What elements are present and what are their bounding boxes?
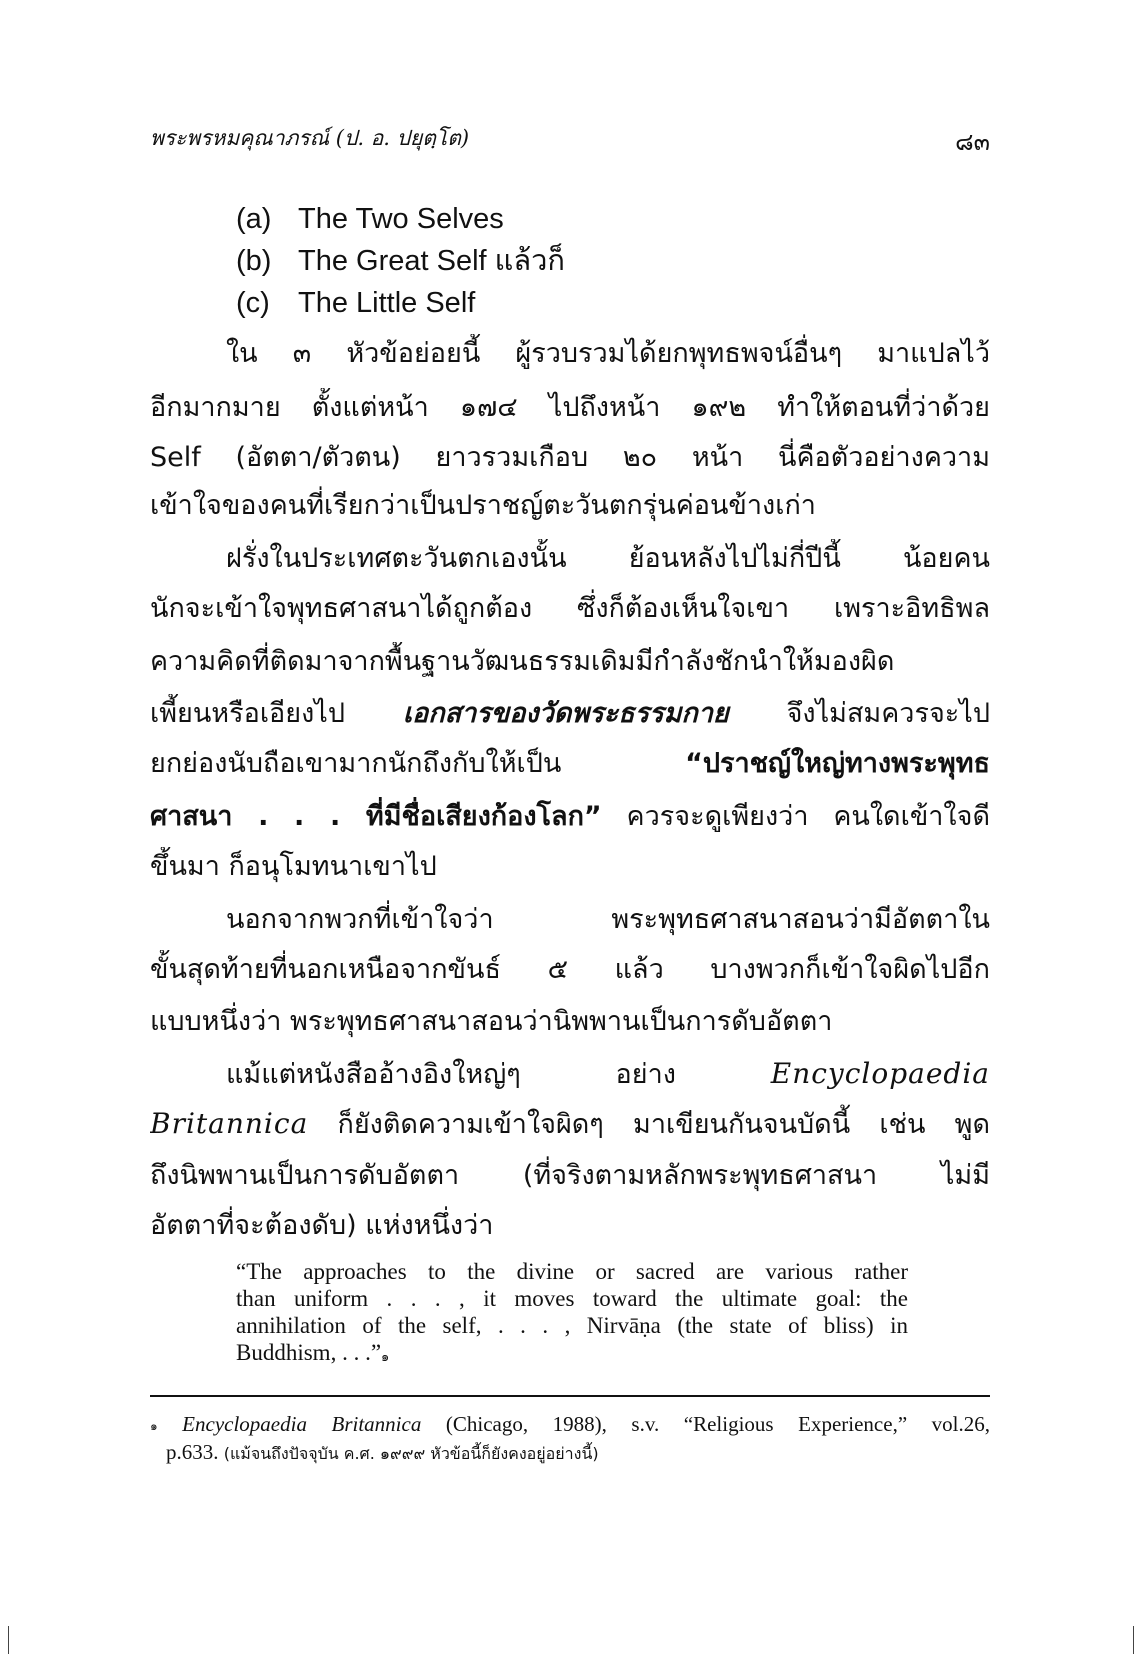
bold-quote: “ปราชญ์ใหญ่ทางพระพุทธ xyxy=(685,748,990,779)
paragraph-1-line: Self (อัตตา/ตัวตน) ยาวรวมเกือบ ๒๐ หน้า นี่คือตัวอย่างความ xyxy=(150,442,990,473)
paragraph-3-line: แบบหนึ่งว่า พระพุทธศาสนาสอนว่านิพพานเป็นการดับอัตตา xyxy=(150,1006,833,1037)
text-run: p.633. xyxy=(166,1440,224,1464)
paragraph-4-line: ถึงนิพพานเป็นการดับอัตตา (ที่จริงตามหลักพระพุทธศาสนา ไม่มี xyxy=(150,1160,990,1191)
page-number: ๘๓ xyxy=(955,128,990,156)
emphasis-doc-title: เอกสารของวัดพระธรรมกาย xyxy=(402,698,729,729)
paragraph-4-line xyxy=(150,1104,990,1144)
outline-text: The Great Self แล้วก็ xyxy=(298,245,565,277)
paragraph-2-line: ฝรั่งในประเทศตะวันตกเองนั้น ย้อนหลังไปไม่กี่ปีนี้ น้อยคน xyxy=(226,543,990,574)
paragraph-2-line: ความคิดที่ติดมาจากพื้นฐานวัฒนธรรมเดิมมีกำลังชักนำให้มองผิด xyxy=(150,646,895,677)
paragraph-3-line: นอกจากพวกที่เข้าใจว่า พระพุทธศาสนาสอนว่ามีอัตตาใน xyxy=(226,904,990,935)
paragraph-1-line: เข้าใจของคนที่เรียกว่าเป็นปราชญ์ตะวันตกรุ่นค่อนข้างเก่า xyxy=(150,490,816,521)
page-header xyxy=(150,122,990,158)
paragraph-2-line xyxy=(150,744,990,784)
crop-mark xyxy=(1133,1626,1134,1654)
text-run: ก็ยังติดความเข้าใจผิดๆ มาเขียนกันจนบัดนี้ เช่น พูด xyxy=(308,1109,990,1140)
text-run: จึงไม่สมควรจะไป xyxy=(728,698,990,729)
text-run: (Chicago, 1988), s.v. “Religious Experience,” vol.26, xyxy=(421,1412,991,1436)
block-quote xyxy=(236,1258,908,1366)
quote-line: than uniform . . . , it moves toward the ultimate goal: the xyxy=(236,1286,908,1311)
paragraph-2-line xyxy=(150,694,990,734)
paragraph-2-line xyxy=(150,797,990,837)
crop-mark xyxy=(8,1626,9,1654)
outline-item xyxy=(236,282,565,324)
text-run: (แม้จนถึงปัจจุบัน ค.ศ. ๑๙๙๙ หัวข้อนี้ก็ยังคงอยู่อย่างนี้) xyxy=(223,1444,599,1463)
text-run: Buddhism, . . .” xyxy=(236,1340,382,1365)
outline-list xyxy=(236,198,565,324)
outline-text: The Little Self xyxy=(298,287,476,319)
text-run: ควรจะดูเพียงว่า คนใดเข้าใจดี xyxy=(601,801,990,832)
outline-item xyxy=(236,198,565,240)
footnote-line xyxy=(150,1410,990,1438)
italic-title: Britannica xyxy=(150,1107,309,1140)
outline-item xyxy=(236,240,565,282)
bold-quote: ศาสนา . . . ที่มีชื่อเสียงก้องโลก” xyxy=(150,801,602,832)
quote-line xyxy=(236,1339,908,1366)
paragraph-3-line: ขั้นสุดท้ายที่นอกเหนือจากขันธ์ ๕ แล้ว บางพวกก็เข้าใจผิดไปอีก xyxy=(150,954,990,985)
footnote-divider xyxy=(150,1395,990,1397)
paragraph-1-line: อีกมากมาย ตั้งแต่หน้า ๑๗๔ ไปถึงหน้า ๑๙๒ ทำให้ตอนที่ว่าด้วย xyxy=(150,392,990,423)
paragraph-4-line xyxy=(226,1054,990,1094)
footnote-marker: ๑ xyxy=(381,1349,390,1364)
text-run: เพี้ยนหรือเอียงไป xyxy=(150,698,403,729)
footnote-line xyxy=(150,1438,990,1466)
running-head: พระพรหมคุณาภรณ์ (ป. อ. ปยุตฺโต) xyxy=(150,126,470,150)
footnote xyxy=(150,1410,990,1466)
footnote-title: Encyclopaedia Britannica xyxy=(182,1412,422,1436)
outline-mark: (a) xyxy=(236,203,272,235)
outline-text: The Two Selves xyxy=(298,203,504,235)
italic-title: Encyclopaedia xyxy=(770,1057,990,1090)
paragraph-2-line: ขึ้นมา ก็อนุโมทนาเขาไป xyxy=(150,851,437,882)
quote-line: annihilation of the self, . . . , Nirvāṇa (the state of bliss) in xyxy=(236,1313,908,1338)
text-run: ยกย่องนับถือเขามากนักถึงกับให้เป็น xyxy=(150,748,686,779)
outline-mark: (b) xyxy=(236,245,272,277)
outline-mark: (c) xyxy=(236,287,270,319)
paragraph-2-line: นักจะเข้าใจพุทธศาสนาได้ถูกต้อง ซึ่งก็ต้องเห็นใจเขา เพราะอิทธิพล xyxy=(150,593,990,624)
paragraph-4-line: อัตตาที่จะต้องดับ) แห่งหนึ่งว่า xyxy=(150,1210,494,1241)
footnote-number: ๑ xyxy=(150,1419,158,1433)
paragraph-1-line: ใน ๓ หัวข้อย่อยนี้ ผู้รวบรวมได้ยกพุทธพจน์อื่นๆ มาแปลไว้ xyxy=(226,338,990,369)
quote-line: “The approaches to the divine or sacred are various rather xyxy=(236,1259,908,1284)
text-run: แม้แต่หนังสืออ้างอิงใหญ่ๆ อย่าง xyxy=(226,1059,771,1090)
